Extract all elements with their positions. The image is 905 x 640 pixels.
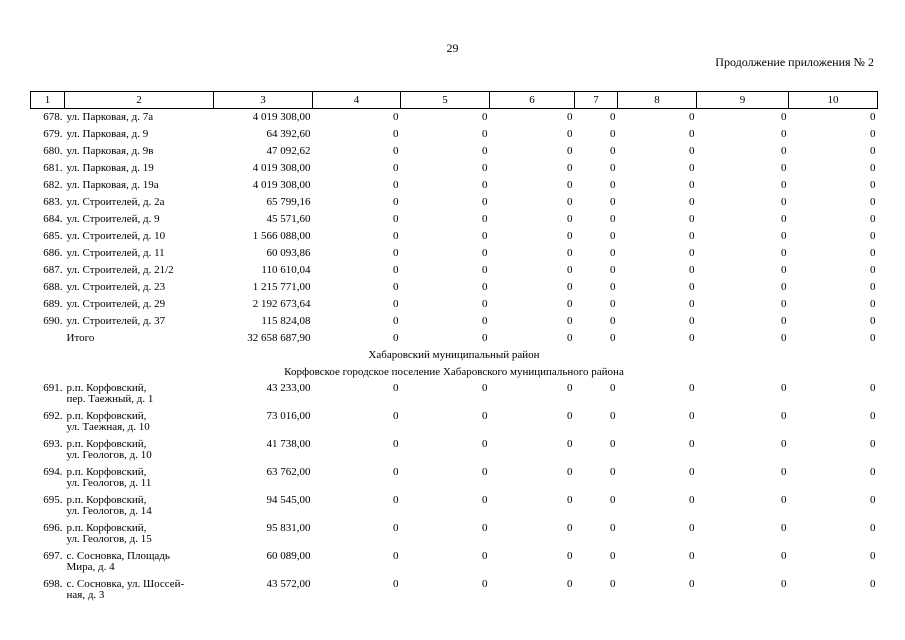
value-col-7: 0: [610, 281, 616, 293]
value-col-8: 0: [689, 281, 695, 293]
value-col-3: 115 824,08: [261, 315, 311, 327]
value-col-6: 0: [567, 466, 573, 478]
value-col-7: 0: [610, 247, 616, 259]
address-line: ул. Строителей, д. 21/2: [66, 264, 174, 276]
value-col-10: 0: [870, 111, 876, 123]
table-row: [31, 109, 878, 127]
value-col-9: 0: [781, 213, 787, 225]
value-col-7: 0: [610, 162, 616, 174]
table-row: [31, 577, 878, 605]
value-col-4: 0: [393, 332, 399, 344]
value-col-5: 0: [482, 230, 488, 242]
value-col-9: 0: [781, 264, 787, 276]
table-row: [31, 409, 878, 437]
value-col-8: 0: [689, 522, 695, 534]
address-line: ул. Геологов, д. 10: [66, 449, 152, 461]
value-col-10: 0: [870, 230, 876, 242]
value-col-3: 2 192 673,64: [252, 298, 311, 310]
value-col-4: 0: [393, 230, 399, 242]
table-row: [31, 279, 878, 296]
value-col-5: 0: [482, 111, 488, 123]
value-col-6: 0: [567, 281, 573, 293]
value-col-9: 0: [781, 332, 787, 344]
value-col-8: 0: [689, 438, 695, 450]
address-line: р.п. Корфовский,: [66, 522, 147, 534]
address-line: ул. Парковая, д. 9: [66, 128, 149, 140]
settlement-heading-row: [31, 364, 878, 381]
value-col-3: 32 658 687,90: [247, 332, 311, 344]
value-col-3: 63 762,00: [266, 466, 311, 478]
value-col-3: 43 572,00: [266, 578, 311, 590]
value-col-7: 0: [610, 145, 616, 157]
row-number: 694.: [43, 466, 63, 478]
value-col-10: 0: [870, 438, 876, 450]
value-col-4: 0: [393, 578, 399, 590]
value-col-6: 0: [567, 438, 573, 450]
row-address: [65, 521, 214, 549]
row-address: [65, 493, 214, 521]
value-col-10: 0: [870, 578, 876, 590]
value-col-9: 0: [781, 281, 787, 293]
value-col-10: 0: [870, 298, 876, 310]
value-col-9: 0: [781, 578, 787, 590]
row-address: [65, 279, 214, 296]
value-col-9: 0: [781, 247, 787, 259]
column-header-5: 5: [401, 92, 490, 109]
value-col-4: 0: [393, 494, 399, 506]
value-col-10: 0: [870, 196, 876, 208]
value-col-8: 0: [689, 298, 695, 310]
address-line: ул. Таежная, д. 10: [66, 421, 150, 433]
value-col-7: 0: [610, 578, 616, 590]
value-col-5: 0: [482, 264, 488, 276]
row-address: [65, 194, 214, 211]
value-col-3: 4 019 308,00: [252, 179, 311, 191]
value-col-6: 0: [567, 494, 573, 506]
page-number: 29: [446, 41, 459, 55]
address-line: ул. Парковая, д. 9в: [66, 145, 154, 157]
value-col-5: 0: [482, 162, 488, 174]
value-col-3: 45 571,60: [266, 213, 311, 225]
address-line: Итого: [66, 332, 95, 344]
value-col-10: 0: [870, 494, 876, 506]
settlement-heading: Корфовское городское поселение Хабаровского муниципального района: [284, 366, 624, 378]
value-col-9: 0: [781, 382, 787, 394]
address-line: Мира, д. 4: [66, 561, 115, 573]
value-col-9: 0: [781, 298, 787, 310]
table-row: [31, 313, 878, 330]
row-address: [65, 228, 214, 245]
value-col-6: 0: [567, 550, 573, 562]
value-col-4: 0: [393, 522, 399, 534]
value-col-5: 0: [482, 332, 488, 344]
column-header-10: 10: [789, 92, 878, 109]
value-col-5: 0: [482, 522, 488, 534]
value-col-4: 0: [393, 438, 399, 450]
value-col-9: 0: [781, 162, 787, 174]
value-col-9: 0: [781, 128, 787, 140]
value-col-8: 0: [689, 494, 695, 506]
value-col-3: 65 799,16: [266, 196, 311, 208]
value-col-8: 0: [689, 332, 695, 344]
value-col-9: 0: [781, 494, 787, 506]
value-col-6: 0: [567, 578, 573, 590]
table-row: [31, 194, 878, 211]
value-col-6: 0: [567, 128, 573, 140]
value-col-6: 0: [567, 332, 573, 344]
table-row: [31, 262, 878, 279]
value-col-10: 0: [870, 550, 876, 562]
row-address: [65, 126, 214, 143]
value-col-8: 0: [689, 111, 695, 123]
value-col-6: 0: [567, 247, 573, 259]
row-number: [31, 330, 65, 347]
address-line: р.п. Корфовский,: [66, 438, 147, 450]
row-address: [65, 381, 214, 409]
value-col-7: 0: [610, 196, 616, 208]
value-col-6: 0: [567, 382, 573, 394]
value-col-7: 0: [610, 230, 616, 242]
value-col-10: 0: [870, 332, 876, 344]
address-line: ул. Строителей, д. 2а: [66, 196, 165, 208]
row-number: 684.: [43, 213, 63, 225]
value-col-6: 0: [567, 410, 573, 422]
value-col-8: 0: [689, 247, 695, 259]
value-col-7: 0: [610, 438, 616, 450]
table-row: [31, 521, 878, 549]
value-col-4: 0: [393, 264, 399, 276]
value-col-7: 0: [610, 466, 616, 478]
value-col-3: 43 233,00: [266, 382, 311, 394]
row-number: 681.: [43, 162, 63, 174]
value-col-7: 0: [610, 522, 616, 534]
address-line: ул. Геологов, д. 15: [66, 533, 152, 545]
value-col-7: 0: [610, 298, 616, 310]
value-col-7: 0: [610, 315, 616, 327]
value-col-4: 0: [393, 298, 399, 310]
row-address: [65, 296, 214, 313]
value-col-3: 94 545,00: [266, 494, 311, 506]
value-col-6: 0: [567, 315, 573, 327]
table-row: [31, 493, 878, 521]
value-col-8: 0: [689, 315, 695, 327]
address-line: ул. Строителей, д. 29: [66, 298, 166, 310]
value-col-5: 0: [482, 281, 488, 293]
column-header-7: 7: [575, 92, 618, 109]
table-row: [31, 160, 878, 177]
address-line: ул. Парковая, д. 7а: [66, 111, 154, 123]
table-row: [31, 549, 878, 577]
table-row: [31, 177, 878, 194]
address-line: ул. Парковая, д. 19а: [66, 179, 159, 191]
address-line: р.п. Корфовский,: [66, 494, 147, 506]
value-col-9: 0: [781, 230, 787, 242]
value-col-5: 0: [482, 196, 488, 208]
address-line: ул. Геологов, д. 11: [66, 477, 152, 489]
value-col-10: 0: [870, 213, 876, 225]
funding-table: [30, 91, 878, 605]
value-col-5: 0: [482, 213, 488, 225]
value-col-8: 0: [689, 213, 695, 225]
value-col-4: 0: [393, 382, 399, 394]
table-row: [31, 126, 878, 143]
value-col-9: 0: [781, 179, 787, 191]
value-col-8: 0: [689, 550, 695, 562]
column-header-4: 4: [313, 92, 401, 109]
table-row: [31, 330, 878, 347]
table-row: [31, 465, 878, 493]
address-line: р.п. Корфовский,: [66, 466, 147, 478]
value-col-5: 0: [482, 578, 488, 590]
value-col-5: 0: [482, 145, 488, 157]
column-header-3: 3: [214, 92, 313, 109]
value-col-10: 0: [870, 315, 876, 327]
row-address: [65, 549, 214, 577]
value-col-7: 0: [610, 213, 616, 225]
value-col-10: 0: [870, 264, 876, 276]
value-col-9: 0: [781, 466, 787, 478]
value-col-6: 0: [567, 298, 573, 310]
value-col-9: 0: [781, 111, 787, 123]
value-col-7: 0: [610, 410, 616, 422]
value-col-5: 0: [482, 382, 488, 394]
row-number: 683.: [43, 196, 63, 208]
value-col-9: 0: [781, 315, 787, 327]
row-number: 693.: [43, 438, 63, 450]
row-address: [65, 211, 214, 228]
address-line: ул. Строителей, д. 9: [66, 213, 160, 225]
value-col-10: 0: [870, 522, 876, 534]
row-number: 696.: [43, 522, 63, 534]
table-row: [31, 437, 878, 465]
table-row: [31, 143, 878, 160]
table-row: [31, 245, 878, 262]
address-line: ная, д. 3: [66, 589, 105, 601]
value-col-6: 0: [567, 196, 573, 208]
address-line: ул. Строителей, д. 37: [66, 315, 166, 327]
value-col-8: 0: [689, 179, 695, 191]
value-col-4: 0: [393, 247, 399, 259]
address-line: ул. Строителей, д. 10: [66, 230, 166, 242]
value-col-8: 0: [689, 382, 695, 394]
value-col-10: 0: [870, 281, 876, 293]
value-col-3: 4 019 308,00: [252, 162, 311, 174]
value-col-3: 1 566 088,00: [252, 230, 311, 242]
row-number: 697.: [43, 550, 63, 562]
table-row: [31, 228, 878, 245]
value-col-3: 95 831,00: [266, 522, 311, 534]
value-col-7: 0: [610, 550, 616, 562]
address-line: ул. Парковая, д. 19: [66, 162, 154, 174]
table-row: [31, 381, 878, 409]
value-col-5: 0: [482, 466, 488, 478]
value-col-4: 0: [393, 111, 399, 123]
row-number: 690.: [43, 315, 63, 327]
value-col-7: 0: [610, 494, 616, 506]
address-line: пер. Таежный, д. 1: [66, 393, 154, 405]
value-col-6: 0: [567, 213, 573, 225]
value-col-8: 0: [689, 410, 695, 422]
value-col-5: 0: [482, 179, 488, 191]
value-col-8: 0: [689, 128, 695, 140]
value-col-8: 0: [689, 145, 695, 157]
value-col-3: 64 392,60: [266, 128, 311, 140]
row-address: [65, 160, 214, 177]
row-number: 686.: [43, 247, 63, 259]
value-col-4: 0: [393, 196, 399, 208]
row-number: 688.: [43, 281, 63, 293]
row-address: [65, 330, 214, 347]
value-col-7: 0: [610, 382, 616, 394]
value-col-4: 0: [393, 315, 399, 327]
row-address: [65, 313, 214, 330]
value-col-7: 0: [610, 264, 616, 276]
value-col-8: 0: [689, 230, 695, 242]
table-row: [31, 211, 878, 228]
value-col-8: 0: [689, 578, 695, 590]
row-address: [65, 177, 214, 194]
value-col-3: 41 738,00: [266, 438, 311, 450]
value-col-10: 0: [870, 162, 876, 174]
row-number: 687.: [43, 264, 63, 276]
row-number: 685.: [43, 230, 63, 242]
value-col-6: 0: [567, 111, 573, 123]
row-number: 692.: [43, 410, 63, 422]
value-col-9: 0: [781, 196, 787, 208]
value-col-5: 0: [482, 410, 488, 422]
value-col-7: 0: [610, 111, 616, 123]
value-col-3: 47 092,62: [266, 145, 311, 157]
value-col-4: 0: [393, 145, 399, 157]
row-number: 689.: [43, 298, 63, 310]
row-number: 682.: [43, 179, 63, 191]
value-col-4: 0: [393, 410, 399, 422]
column-header-8: 8: [618, 92, 697, 109]
value-col-4: 0: [393, 162, 399, 174]
row-address: [65, 577, 214, 605]
value-col-6: 0: [567, 162, 573, 174]
value-col-4: 0: [393, 179, 399, 191]
address-line: ул. Строителей, д. 11: [66, 247, 165, 259]
value-col-5: 0: [482, 247, 488, 259]
value-col-4: 0: [393, 128, 399, 140]
value-col-3: 60 093,86: [266, 247, 311, 259]
address-line: р.п. Корфовский,: [66, 410, 147, 422]
column-header-9: 9: [697, 92, 789, 109]
row-address: [65, 245, 214, 262]
value-col-10: 0: [870, 410, 876, 422]
address-line: р.п. Корфовский,: [66, 382, 147, 394]
row-number: 679.: [43, 128, 63, 140]
value-col-5: 0: [482, 128, 488, 140]
value-col-7: 0: [610, 179, 616, 191]
value-col-10: 0: [870, 179, 876, 191]
row-address: [65, 143, 214, 160]
value-col-6: 0: [567, 522, 573, 534]
value-col-8: 0: [689, 466, 695, 478]
column-header-1: 1: [31, 92, 65, 109]
row-number: 680.: [43, 145, 63, 157]
row-number: 695.: [43, 494, 63, 506]
value-col-6: 0: [567, 145, 573, 157]
value-col-9: 0: [781, 550, 787, 562]
row-number: 678.: [43, 111, 63, 123]
column-header-2: 2: [65, 92, 214, 109]
value-col-7: 0: [610, 332, 616, 344]
value-col-9: 0: [781, 438, 787, 450]
value-col-3: 60 089,00: [266, 550, 311, 562]
address-line: ул. Строителей, д. 23: [66, 281, 166, 293]
address-line: с. Сосновка, ул. Шоссей-: [66, 578, 185, 590]
value-col-3: 73 016,00: [266, 410, 311, 422]
row-address: [65, 465, 214, 493]
value-col-4: 0: [393, 213, 399, 225]
value-col-8: 0: [689, 264, 695, 276]
row-address: [65, 409, 214, 437]
value-col-10: 0: [870, 145, 876, 157]
continuation-note: Продолжение приложения № 2: [715, 55, 874, 69]
row-number: 698.: [43, 578, 63, 590]
value-col-8: 0: [689, 162, 695, 174]
value-col-10: 0: [870, 128, 876, 140]
value-col-3: 4 019 308,00: [252, 111, 311, 123]
row-address: [65, 109, 214, 127]
value-col-9: 0: [781, 145, 787, 157]
value-col-10: 0: [870, 247, 876, 259]
value-col-4: 0: [393, 550, 399, 562]
value-col-6: 0: [567, 230, 573, 242]
row-number: 691.: [43, 382, 63, 394]
value-col-3: 1 215 771,00: [252, 281, 311, 293]
value-col-7: 0: [610, 128, 616, 140]
row-address: [65, 437, 214, 465]
value-col-4: 0: [393, 466, 399, 478]
table-row: [31, 296, 878, 313]
value-col-10: 0: [870, 382, 876, 394]
value-col-3: 110 610,04: [261, 264, 311, 276]
value-col-6: 0: [567, 264, 573, 276]
value-col-9: 0: [781, 522, 787, 534]
value-col-9: 0: [781, 410, 787, 422]
district-heading: Хабаровский муниципальный район: [368, 349, 540, 361]
value-col-8: 0: [689, 196, 695, 208]
value-col-4: 0: [393, 281, 399, 293]
value-col-5: 0: [482, 550, 488, 562]
value-col-5: 0: [482, 438, 488, 450]
column-header-6: 6: [490, 92, 575, 109]
table-header-row: [31, 92, 878, 109]
value-col-6: 0: [567, 179, 573, 191]
value-col-5: 0: [482, 315, 488, 327]
district-heading-row: [31, 347, 878, 364]
value-col-10: 0: [870, 466, 876, 478]
address-line: ул. Геологов, д. 14: [66, 505, 152, 517]
value-col-5: 0: [482, 494, 488, 506]
address-line: с. Сосновка, Площадь: [66, 550, 170, 562]
value-col-5: 0: [482, 298, 488, 310]
row-address: [65, 262, 214, 279]
table-body: [31, 109, 878, 606]
